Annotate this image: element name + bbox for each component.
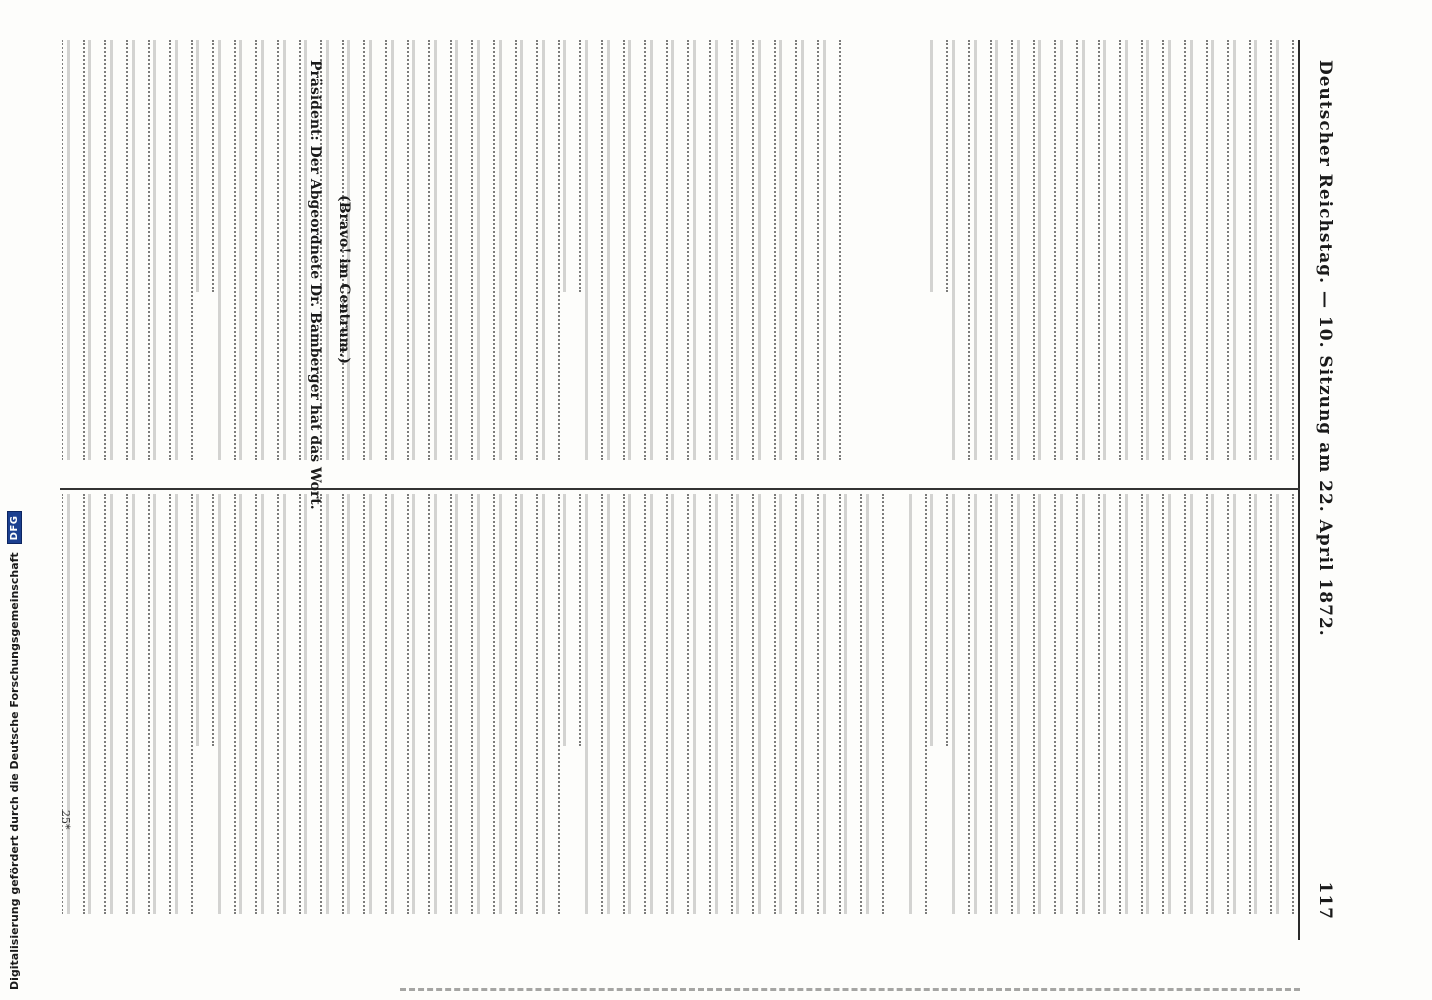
- header-title: Deutscher Reichstag. — 10. Sitzung am 22. April 1872.: [1315, 60, 1335, 637]
- text-line: [650, 40, 668, 460]
- text-line: [520, 494, 538, 914]
- text-line: [88, 40, 106, 460]
- text-line: [261, 494, 279, 914]
- text-line: [671, 40, 689, 460]
- text-line: [1103, 40, 1121, 460]
- text-line: [736, 40, 754, 460]
- text-line: [477, 40, 495, 460]
- text-line: [650, 494, 668, 914]
- text-line: [715, 494, 733, 914]
- text-line: [542, 494, 560, 914]
- text-line: [1211, 494, 1229, 914]
- text-line: [477, 494, 495, 914]
- text-line: [1146, 494, 1164, 914]
- text-line: [1168, 494, 1186, 914]
- text-line: [391, 40, 409, 460]
- text-line: [1017, 494, 1035, 914]
- text-line: [1017, 40, 1035, 460]
- text-line: [1038, 494, 1056, 914]
- text-line: [801, 40, 819, 460]
- text-line: [88, 494, 106, 914]
- text-line: [758, 494, 776, 914]
- text-line: [455, 494, 473, 914]
- text-line: [909, 494, 927, 914]
- text-line: [1125, 494, 1143, 914]
- text-line: [693, 40, 711, 460]
- text-line: [218, 40, 236, 460]
- page-number: 117: [1315, 881, 1335, 920]
- text-line: [1211, 40, 1229, 460]
- signature-mark: 25*: [59, 810, 72, 830]
- text-line: [1060, 494, 1078, 914]
- text-line: [628, 494, 646, 914]
- text-line: [1190, 40, 1208, 460]
- text-line: [153, 40, 171, 460]
- dfg-logo: DFG: [7, 511, 22, 544]
- text-line: [67, 494, 85, 914]
- text-line: [779, 494, 797, 914]
- text-line: [1146, 40, 1164, 460]
- text-line: [62, 40, 63, 460]
- text-line: [628, 40, 646, 460]
- text-line: [283, 40, 301, 460]
- text-line: [62, 494, 63, 914]
- text-line: [974, 494, 992, 914]
- text-line: [196, 494, 214, 746]
- text-line: [607, 40, 625, 460]
- text-line: [585, 494, 603, 914]
- text-line: [304, 494, 322, 914]
- applause-line: (Bravo! im Centrum.): [336, 195, 352, 364]
- text-line: [1082, 40, 1100, 460]
- text-line: [499, 40, 517, 460]
- text-line: [952, 494, 970, 914]
- text-column-lower: [62, 494, 1294, 934]
- text-line: [499, 494, 517, 914]
- text-line: [866, 494, 884, 914]
- text-line: [823, 494, 841, 914]
- text-line: [671, 494, 689, 914]
- text-line: [434, 494, 452, 914]
- text-line: [1233, 40, 1251, 460]
- text-line: [240, 494, 258, 914]
- text-line: [607, 494, 625, 914]
- text-line: [175, 40, 193, 460]
- text-line: [132, 494, 150, 914]
- text-line: [196, 40, 214, 292]
- page-edge: [400, 988, 1300, 999]
- text-line: [715, 40, 733, 460]
- text-line: [67, 40, 85, 460]
- text-line: [1276, 494, 1294, 914]
- text-line: [995, 40, 1013, 460]
- text-line: [218, 494, 236, 914]
- text-line: [110, 494, 128, 914]
- text-line: [974, 40, 992, 460]
- text-line: [347, 494, 365, 914]
- text-line: [758, 40, 776, 460]
- text-line: [412, 494, 430, 914]
- text-line: [434, 40, 452, 460]
- text-line: [736, 494, 754, 914]
- text-line: [1233, 494, 1251, 914]
- header-rule: [1298, 40, 1300, 940]
- text-line: [391, 494, 409, 914]
- text-column-upper: [62, 40, 1294, 480]
- text-line: [132, 40, 150, 460]
- running-header: [1310, 60, 1340, 920]
- text-line: [369, 494, 387, 914]
- digitization-notice: [4, 110, 24, 990]
- text-line: [1168, 40, 1186, 460]
- text-line: [1276, 40, 1294, 460]
- text-line: [542, 40, 560, 460]
- text-line: [412, 40, 430, 460]
- text-line: [153, 494, 171, 914]
- text-line: [995, 494, 1013, 914]
- text-line: [520, 40, 538, 460]
- text-line: [844, 494, 862, 914]
- text-line: [455, 40, 473, 460]
- text-line: [563, 494, 581, 746]
- text-line: [110, 40, 128, 460]
- text-line: [952, 40, 970, 460]
- text-line: [1254, 494, 1272, 914]
- text-line: [931, 494, 949, 746]
- text-line: [1103, 494, 1121, 914]
- text-line: [563, 40, 581, 292]
- text-line: [240, 40, 258, 460]
- text-line: [823, 40, 841, 460]
- text-line: [931, 40, 949, 292]
- column-separator: [60, 488, 1300, 490]
- text-line: [369, 40, 387, 460]
- text-line: [1254, 40, 1272, 460]
- text-line: [693, 494, 711, 914]
- text-line: [1125, 40, 1143, 460]
- text-line: [779, 40, 797, 460]
- text-line: [801, 494, 819, 914]
- text-line: [175, 494, 193, 914]
- digitization-text: Digitalisierung gefördert durch die Deutsche Forschungsgemeinschaft: [7, 552, 21, 990]
- text-line: [261, 40, 279, 460]
- text-line: [1038, 40, 1056, 460]
- text-line: [1082, 494, 1100, 914]
- text-line: [1190, 494, 1208, 914]
- text-line: [283, 494, 301, 914]
- text-line: [1060, 40, 1078, 460]
- text-line: [585, 40, 603, 460]
- president-line: Präsident: Der Abgeordnete Dr. Bamberger hat das Wort.: [307, 60, 323, 510]
- text-line: [326, 494, 344, 914]
